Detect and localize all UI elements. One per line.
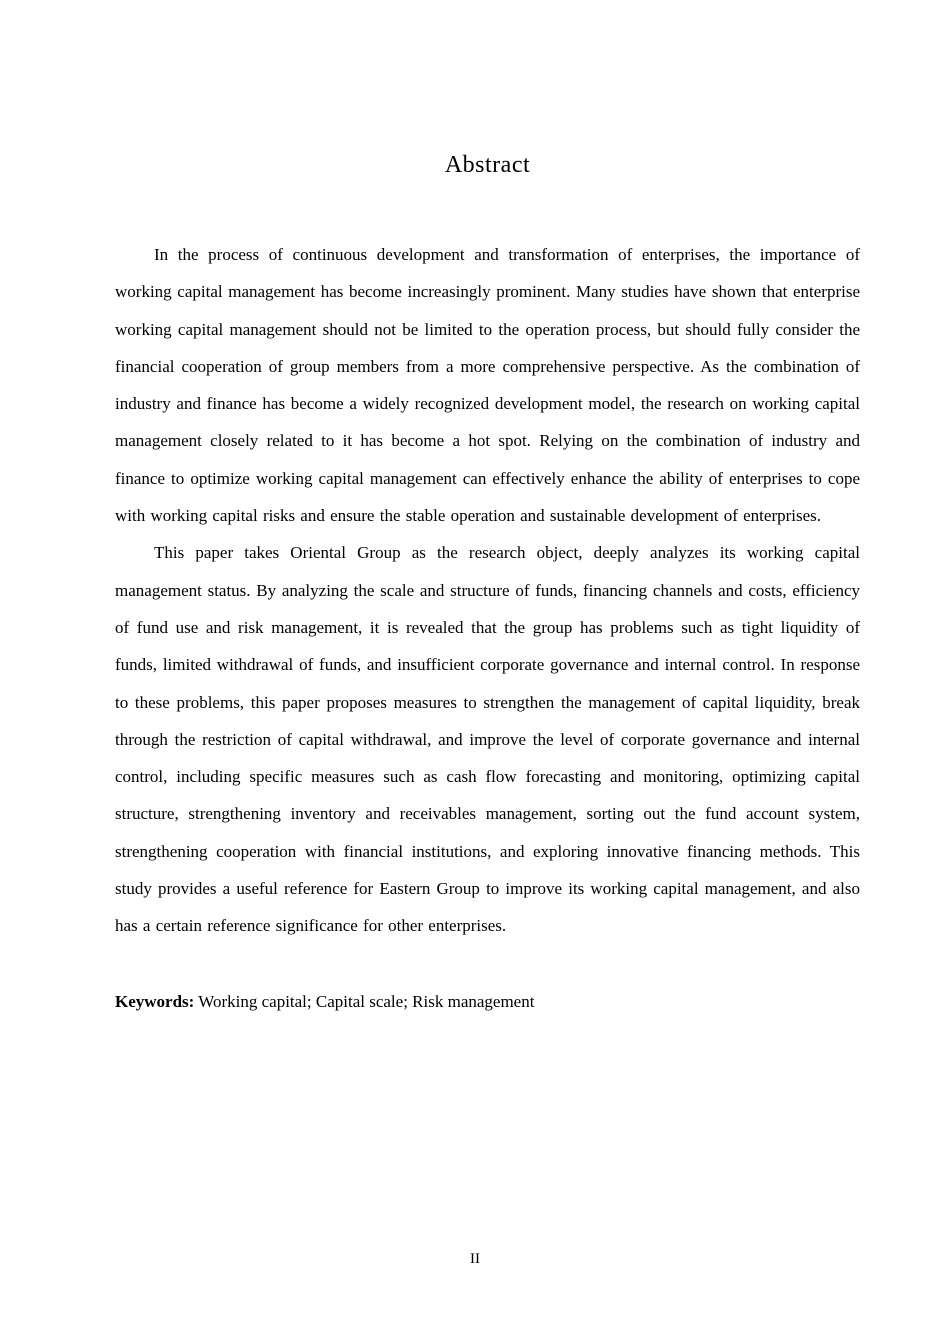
page-title: Abstract: [444, 152, 531, 178]
abstract-paragraph-2: This paper takes Oriental Group as the research object, deeply analyzes its working capital management status. By analyzing the scale and structure of funds, financing channels and costs, efficiency of fund use and risk management, it is revealed that the group has problems such as tight liquidity of funds, limited withdrawal of funds, and insufficient corporate governance and internal control. In response to these problems, this paper proposes measures to strengthen the management of capital liquidity, break through the restriction of capital withdrawal, and improve the level of corporate governance and internal control, including specific measures such as cash flow forecasting and monitoring, optimizing capital structure, strengthening inventory and receivables management, sorting out the fund account system, strengthening cooperation with financial institutions, and exploring innovative financing methods. This study provides a useful reference for Eastern Group to improve its working capital management, and also has a certain reference significance for other enterprises.: [115, 543, 860, 936]
page-number: II: [470, 1251, 480, 1267]
keywords-line: [115, 983, 860, 1020]
keywords-text: Working capital; Capital scale; Risk management: [198, 991, 535, 1011]
abstract-paragraph-1: In the process of continuous development and transformation of enterprises, the importance of working capital management has become increasingly prominent. Many studies have shown that enterprise working capital management should not be limited to the operation process, but should fully consider the financial cooperation of group members from a more comprehensive perspective. As the combination of industry and finance has become a widely recognized development model, the research on working capital management closely related to it has become a hot spot. Relying on the combination of industry and finance to optimize working capital management can effectively enhance the ability of enterprises to cope with working capital risks and ensure the stable operation and sustainable development of enterprises.: [115, 245, 860, 526]
keywords-label: Keywords:: [115, 991, 195, 1011]
